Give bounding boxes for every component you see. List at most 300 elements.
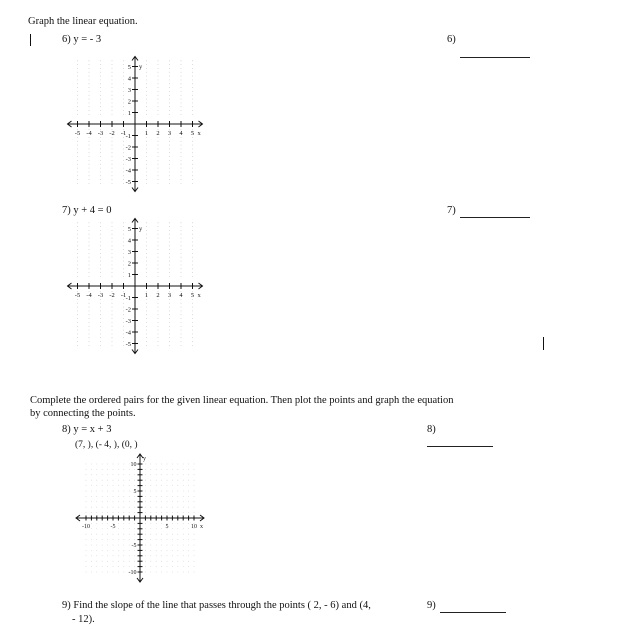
grid-dot (167, 501, 168, 502)
grid-dot (146, 87, 147, 88)
grid-dot (169, 318, 170, 319)
grid-dot (181, 333, 182, 334)
grid-dot (123, 179, 124, 180)
grid-dot (158, 249, 159, 250)
grid-dot (100, 95, 101, 96)
y-axis-label: y (139, 63, 143, 71)
grid-dot (161, 480, 162, 481)
grid-dot (123, 528, 124, 529)
grid-dot (89, 326, 90, 327)
grid-dot (158, 148, 159, 149)
grid-dot (194, 474, 195, 475)
grid-dot (118, 545, 119, 546)
grid-dot (145, 539, 146, 540)
grid-dot (89, 60, 90, 61)
grid-dot (77, 171, 78, 172)
grid-dot (112, 183, 113, 184)
grid-dot (100, 264, 101, 265)
grid-dot (91, 512, 92, 513)
grid-dot (91, 539, 92, 540)
grid-dot (100, 137, 101, 138)
grid-dot (188, 512, 189, 513)
grid-dot (100, 222, 101, 223)
grid-dot (145, 464, 146, 465)
grid-dot (192, 110, 193, 111)
grid-dot (102, 512, 103, 513)
grid-dot (112, 148, 113, 149)
grid-dot (134, 507, 135, 508)
grid-dot (161, 474, 162, 475)
grid-dot (183, 480, 184, 481)
grid-dot (89, 333, 90, 334)
grid-dot (102, 485, 103, 486)
grid-dot (188, 496, 189, 497)
y-tick-label: -2 (125, 144, 131, 152)
grid-dot (96, 561, 97, 562)
grid-dot (194, 550, 195, 551)
grid-dot (194, 572, 195, 573)
grid-dot (102, 523, 103, 524)
grid-dot (158, 168, 159, 169)
grid-dot (123, 257, 124, 258)
grid-dot (167, 480, 168, 481)
grid-dot (91, 555, 92, 556)
grid-dot (77, 145, 78, 146)
problem-7-answer-blank[interactable] (460, 217, 530, 218)
grid-dot (107, 507, 108, 508)
grid-dot (145, 550, 146, 551)
grid-dot (123, 496, 124, 497)
grid-dot (118, 572, 119, 573)
grid-dot (134, 528, 135, 529)
grid-dot (192, 226, 193, 227)
grid-dot (123, 333, 124, 334)
grid-dot (194, 507, 195, 508)
grid-dot (169, 307, 170, 308)
grid-dot (181, 234, 182, 235)
grid-dot (158, 87, 159, 88)
grid-dot (89, 156, 90, 157)
grid-dot (158, 114, 159, 115)
grid-dot (161, 501, 162, 502)
section1-instructions: Graph the linear equation. (28, 16, 138, 27)
grid-dot (158, 238, 159, 239)
grid-dot (77, 222, 78, 223)
grid-dot (169, 326, 170, 327)
x-tick-label: 3 (167, 292, 172, 299)
grid-dot (112, 234, 113, 235)
grid-dot (146, 330, 147, 331)
grid-dot (96, 545, 97, 546)
grid-dot (77, 234, 78, 235)
grid-dot (77, 164, 78, 165)
grid-dot (123, 337, 124, 338)
grid-dot (181, 245, 182, 246)
grid-dot (181, 148, 182, 149)
grid-dot (100, 299, 101, 300)
grid-dot (146, 95, 147, 96)
grid-dot (89, 64, 90, 65)
grid-dot (100, 330, 101, 331)
problem-9-answer-blank[interactable] (440, 612, 506, 613)
grid-dot (146, 261, 147, 262)
grid-dot (102, 528, 103, 529)
grid-dot (169, 222, 170, 223)
grid-dot (177, 545, 178, 546)
grid-dot (89, 168, 90, 169)
y-tick-label: 3 (127, 249, 131, 256)
grid-dot (77, 310, 78, 311)
grid-dot (123, 303, 124, 304)
grid-dot (192, 245, 193, 246)
grid-dot (100, 261, 101, 262)
grid-dot (192, 310, 193, 311)
grid-dot (123, 464, 124, 465)
grid-dot (134, 561, 135, 562)
grid-dot (192, 253, 193, 254)
grid-dot (112, 175, 113, 176)
grid-dot (146, 179, 147, 180)
grid-dot (169, 322, 170, 323)
grid-dot (172, 528, 173, 529)
grid-dot (123, 148, 124, 149)
grid-dot (129, 474, 130, 475)
grid-dot (169, 110, 170, 111)
grid-dot (156, 572, 157, 573)
grid-dot (192, 64, 193, 65)
grid-dot (129, 485, 130, 486)
grid-dot (161, 572, 162, 573)
grid-dot (102, 566, 103, 567)
grid-dot (181, 137, 182, 138)
grid-dot (107, 464, 108, 465)
grid-dot (123, 264, 124, 265)
grid-dot (112, 83, 113, 84)
grid-dot (77, 322, 78, 323)
grid-dot (118, 555, 119, 556)
grid-dot (100, 234, 101, 235)
grid-dot (77, 156, 78, 157)
grid-dot (177, 555, 178, 556)
grid-dot (192, 148, 193, 149)
grid-dot (192, 303, 193, 304)
grid-dot (194, 501, 195, 502)
grid-dot (100, 230, 101, 231)
grid-dot (167, 550, 168, 551)
grid-dot (112, 257, 113, 258)
grid-dot (192, 257, 193, 258)
grid-dot (89, 330, 90, 331)
grid-dot (123, 566, 124, 567)
grid-dot (181, 249, 182, 250)
grid-dot (156, 545, 157, 546)
grid-dot (161, 507, 162, 508)
grid-dot (183, 512, 184, 513)
grid-dot (113, 485, 114, 486)
y-tick-label: 5 (127, 226, 131, 233)
grid-dot (77, 330, 78, 331)
grid-dot (183, 534, 184, 535)
grid-dot (156, 566, 157, 567)
grid-dot (100, 175, 101, 176)
grid-dot (158, 183, 159, 184)
x-tick-label: -4 (86, 292, 92, 299)
grid-dot (158, 253, 159, 254)
grid-dot (158, 307, 159, 308)
grid-dot (118, 464, 119, 465)
grid-dot (123, 222, 124, 223)
grid-dot (123, 318, 124, 319)
grid-dot (134, 485, 135, 486)
grid-dot (89, 249, 90, 250)
grid-dot (129, 480, 130, 481)
grid-dot (107, 480, 108, 481)
grid-dot (181, 72, 182, 73)
grid-dot (102, 534, 103, 535)
grid-dot (194, 485, 195, 486)
grid-dot (150, 561, 151, 562)
grid-dot (112, 160, 113, 161)
grid-dot (118, 501, 119, 502)
grid-dot (158, 268, 159, 269)
grid-dot (167, 545, 168, 546)
grid-dot (146, 318, 147, 319)
grid-dot (146, 345, 147, 346)
problem-9-question-line1: 9) Find the slope of the line that passes through the points ( 2, - 6) and (4, (62, 600, 371, 611)
grid-dot (169, 95, 170, 96)
grid-dot (100, 106, 101, 107)
grid-dot (183, 528, 184, 529)
x-tick-label: 10 (191, 524, 197, 530)
grid-dot (169, 179, 170, 180)
grid-dot (91, 496, 92, 497)
grid-dot (192, 137, 193, 138)
grid-dot (118, 528, 119, 529)
grid-dot (177, 464, 178, 465)
grid-dot (77, 314, 78, 315)
grid-dot (89, 268, 90, 269)
grid-dot (183, 550, 184, 551)
grid-dot (172, 566, 173, 567)
grid-dot (89, 322, 90, 323)
problem-8-coordinate-grid[interactable] (72, 450, 212, 586)
grid-dot (100, 141, 101, 142)
grid-dot (113, 474, 114, 475)
grid-dot (188, 507, 189, 508)
grid-dot (77, 148, 78, 149)
grid-dot (194, 566, 195, 567)
grid-dot (188, 561, 189, 562)
grid-dot (96, 539, 97, 540)
grid-dot (188, 464, 189, 465)
y-tick-label: -1 (125, 295, 131, 302)
grid-dot (177, 572, 178, 573)
grid-dot (102, 480, 103, 481)
grid-dot (89, 95, 90, 96)
grid-dot (183, 523, 184, 524)
grid-dot (123, 326, 124, 327)
grid-dot (169, 102, 170, 103)
grid-dot (181, 175, 182, 176)
grid-dot (167, 566, 168, 567)
grid-dot (150, 501, 151, 502)
problem-6-answer-blank[interactable] (460, 57, 530, 58)
grid-dot (158, 106, 159, 107)
grid-dot (146, 222, 147, 223)
grid-dot (77, 72, 78, 73)
grid-dot (123, 99, 124, 100)
grid-dot (158, 160, 159, 161)
grid-dot (77, 299, 78, 300)
grid-dot (183, 561, 184, 562)
grid-dot (91, 550, 92, 551)
problem-8-answer-blank[interactable] (427, 446, 493, 447)
grid-dot (118, 480, 119, 481)
grid-dot (188, 491, 189, 492)
problem-7-answer-label: 7) (447, 205, 456, 216)
grid-dot (181, 272, 182, 273)
grid-dot (86, 464, 87, 465)
grid-dot (192, 241, 193, 242)
grid-dot (129, 507, 130, 508)
grid-dot (86, 474, 87, 475)
problem-6-equation: 6) y = - 3 (62, 34, 102, 45)
grid-dot (146, 310, 147, 311)
grid-dot (169, 83, 170, 84)
grid-dot (113, 555, 114, 556)
grid-dot (77, 83, 78, 84)
grid-dot (167, 534, 168, 535)
grid-dot (192, 326, 193, 327)
grid-dot (112, 226, 113, 227)
problem-7-coordinate-grid[interactable] (68, 220, 208, 350)
grid-dot (113, 507, 114, 508)
grid-dot (134, 469, 135, 470)
problem-6-coordinate-grid[interactable] (68, 58, 208, 188)
grid-dot (123, 572, 124, 573)
grid-dot (89, 148, 90, 149)
grid-dot (102, 539, 103, 540)
grid-dot (192, 333, 193, 334)
grid-dot (89, 179, 90, 180)
grid-dot (107, 550, 108, 551)
grid-dot (123, 501, 124, 502)
grid-dot (177, 539, 178, 540)
grid-dot (86, 545, 87, 546)
grid-dot (183, 539, 184, 540)
y-tick-label: 5 (133, 489, 137, 496)
grid-dot (89, 226, 90, 227)
grid-dot (118, 491, 119, 492)
grid-dot (100, 322, 101, 323)
grid-dot (89, 72, 90, 73)
grid-dot (177, 534, 178, 535)
grid-dot (177, 501, 178, 502)
grid-dot (123, 245, 124, 246)
grid-dot (150, 555, 151, 556)
grid-dot (167, 555, 168, 556)
grid-dot (89, 164, 90, 165)
grid-dot (77, 268, 78, 269)
grid-dot (188, 528, 189, 529)
grid-dot (158, 264, 159, 265)
grid-dot (77, 183, 78, 184)
grid-dot (161, 491, 162, 492)
grid-dot (172, 561, 173, 562)
grid-dot (156, 534, 157, 535)
grid-dot (112, 60, 113, 61)
grid-dot (77, 307, 78, 308)
problem-6-answer-label: 6) (447, 34, 456, 45)
grid-dot (123, 550, 124, 551)
grid-dot (89, 99, 90, 100)
grid-dot (89, 160, 90, 161)
grid-dot (112, 156, 113, 157)
grid-dot (123, 241, 124, 242)
text-cursor (30, 34, 31, 46)
grid-dot (112, 314, 113, 315)
grid-dot (146, 152, 147, 153)
grid-dot (112, 276, 113, 277)
x-tick-label: -5 (110, 524, 116, 530)
grid-dot (172, 485, 173, 486)
grid-dot (169, 341, 170, 342)
grid-dot (123, 72, 124, 73)
grid-dot (146, 272, 147, 273)
grid-dot (89, 253, 90, 254)
grid-dot (112, 171, 113, 172)
grid-dot (194, 491, 195, 492)
grid-dot (123, 276, 124, 277)
grid-dot (169, 345, 170, 346)
grid-dot (145, 523, 146, 524)
grid-dot (192, 156, 193, 157)
grid-dot (96, 550, 97, 551)
grid-dot (91, 507, 92, 508)
grid-dot (112, 253, 113, 254)
grid-dot (145, 496, 146, 497)
grid-dot (167, 507, 168, 508)
grid-dot (86, 507, 87, 508)
grid-dot (146, 171, 147, 172)
grid-dot (129, 561, 130, 562)
grid-dot (89, 141, 90, 142)
grid-dot (145, 572, 146, 573)
grid-dot (158, 276, 159, 277)
grid-dot (112, 303, 113, 304)
grid-dot (167, 496, 168, 497)
x-tick-label: 5 (190, 130, 195, 137)
grid-dot (123, 183, 124, 184)
grid-dot (169, 234, 170, 235)
y-tick-label: -3 (125, 318, 131, 325)
y-tick-label: -10 (128, 570, 137, 577)
grid-dot (100, 241, 101, 242)
grid-dot (100, 314, 101, 315)
grid-dot (145, 501, 146, 502)
grid-dot (194, 545, 195, 546)
grid-dot (192, 330, 193, 331)
grid-dot (161, 534, 162, 535)
grid-dot (156, 528, 157, 529)
grid-dot (112, 272, 113, 273)
grid-dot (169, 183, 170, 184)
grid-dot (181, 226, 182, 227)
grid-dot (113, 561, 114, 562)
grid-dot (146, 299, 147, 300)
grid-dot (194, 561, 195, 562)
grid-dot (188, 474, 189, 475)
